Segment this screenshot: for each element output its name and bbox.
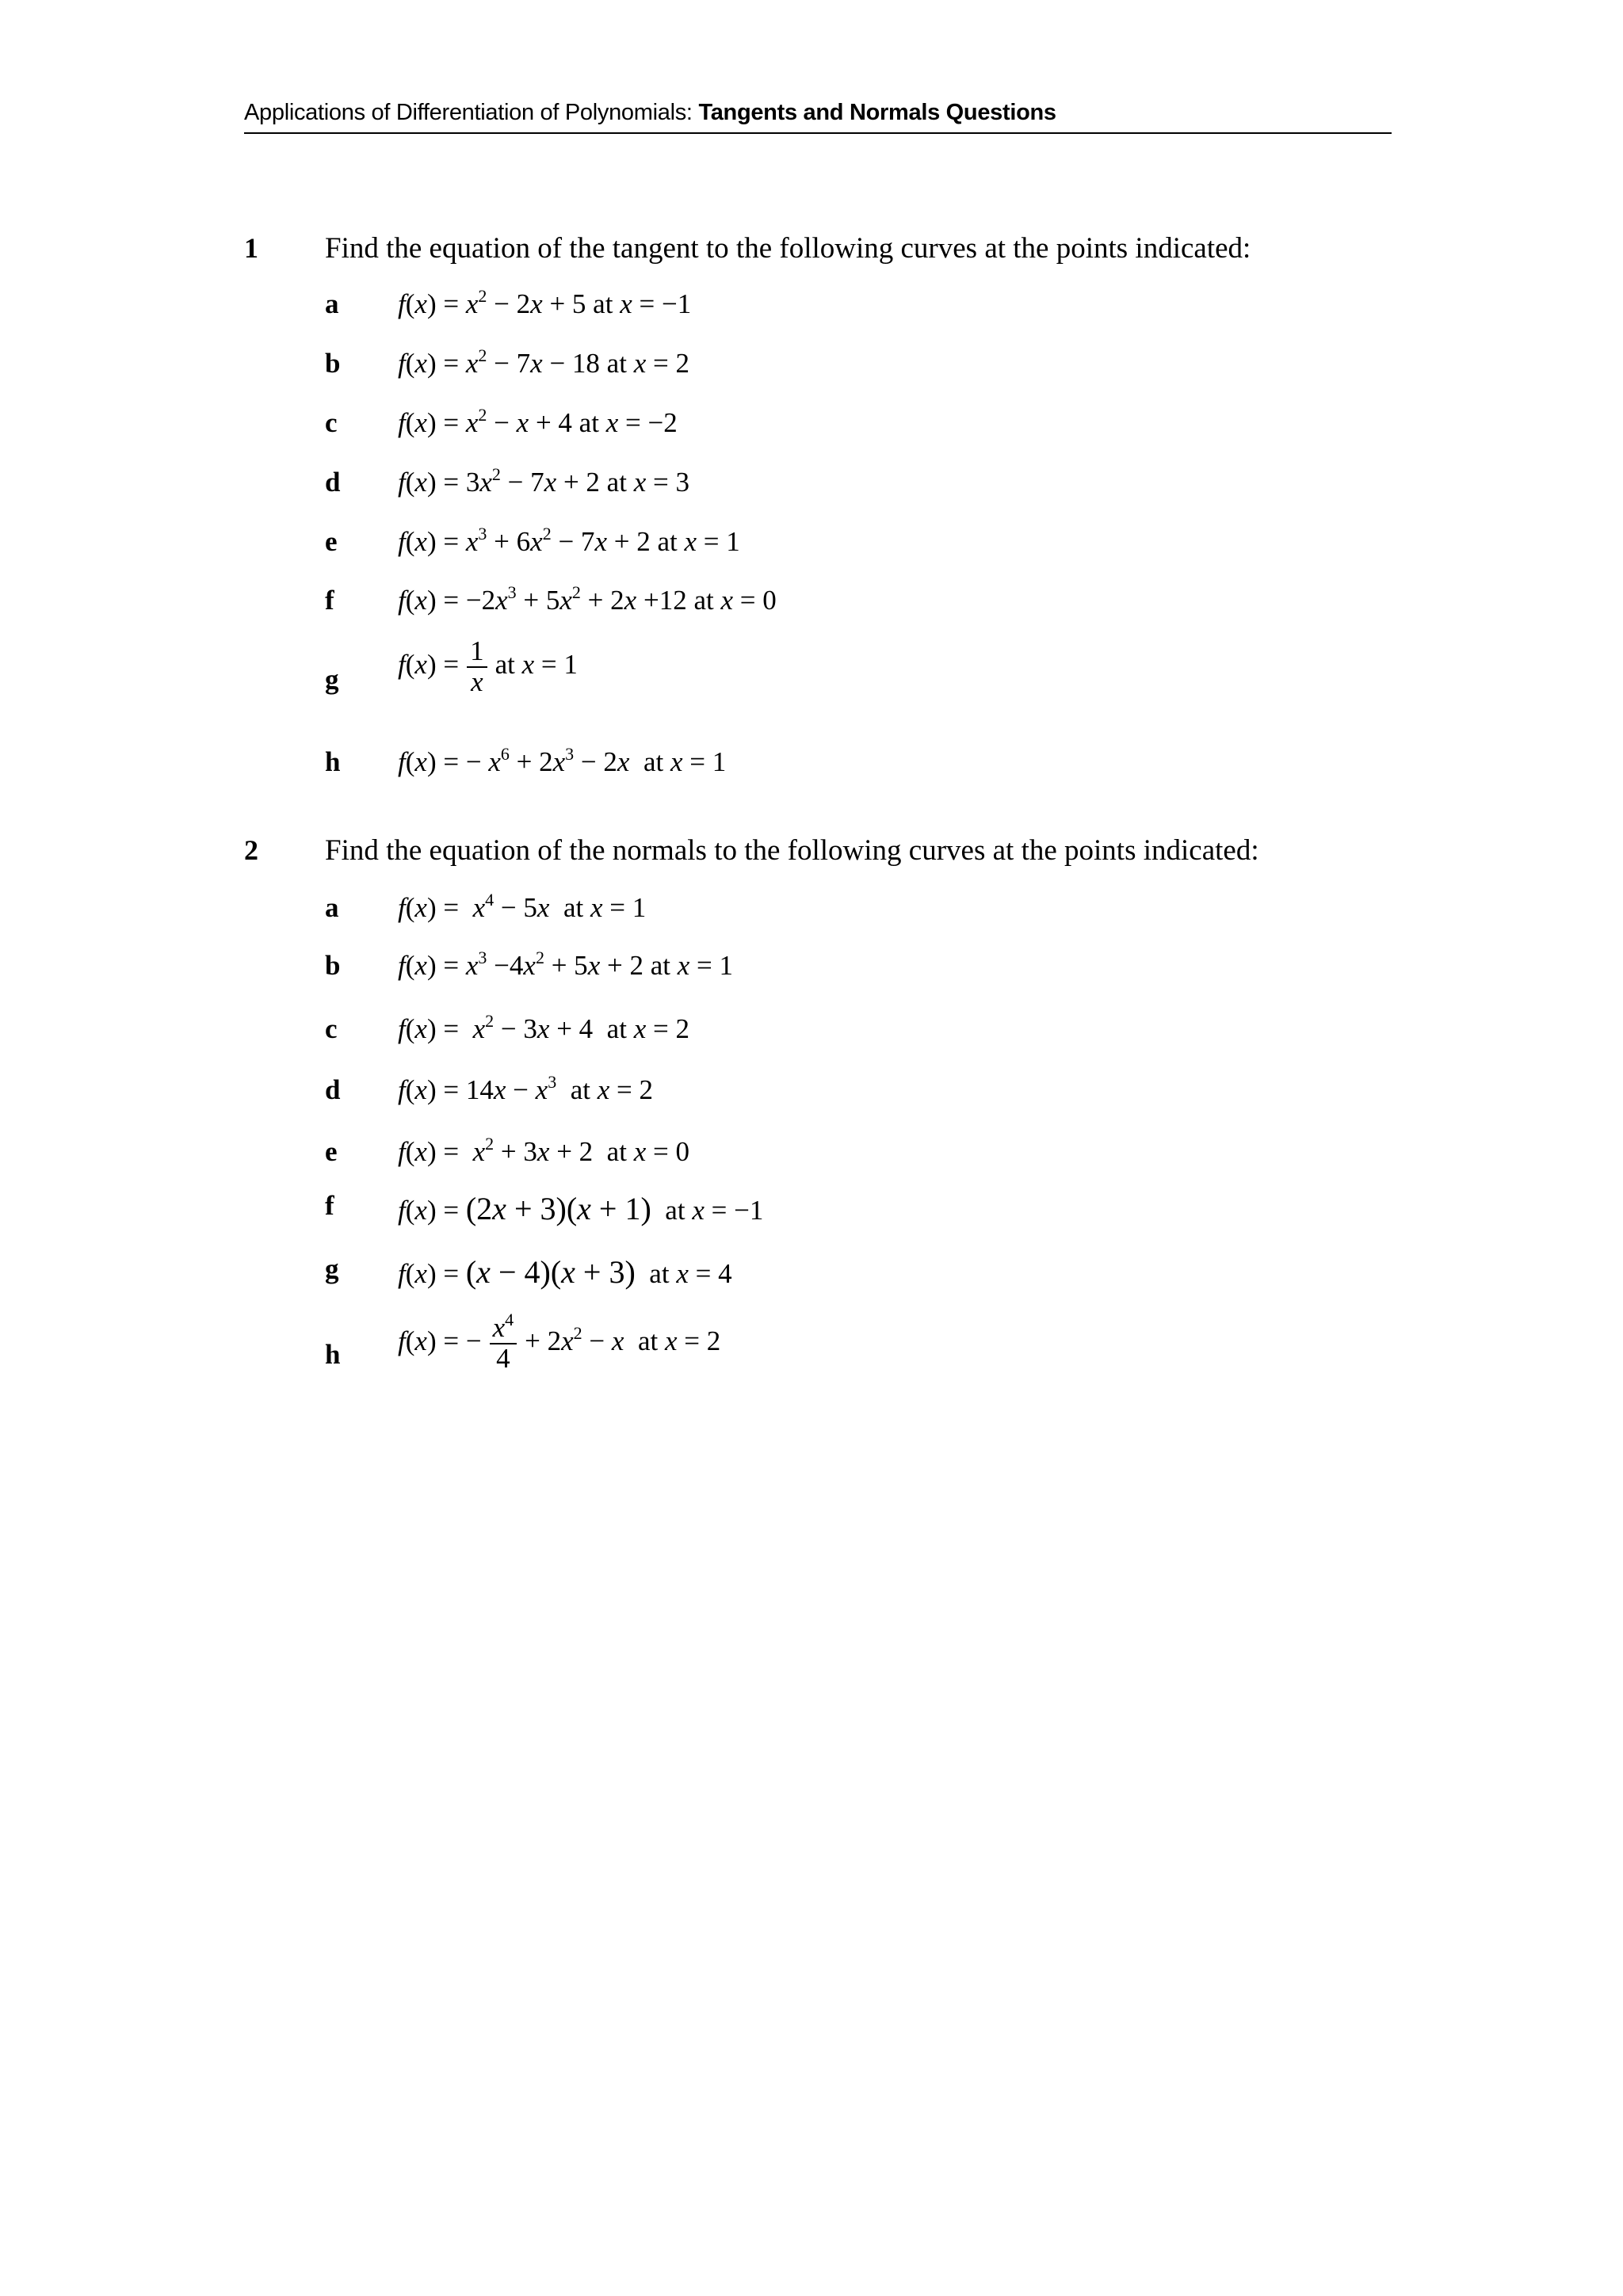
expression: f(x) = − $\frac{x^4}{4}$ + $2x^2 - x$ at x = 2 xyxy=(398,1310,721,1374)
part-label: a xyxy=(325,288,339,319)
q2-part-d xyxy=(325,1074,1355,1114)
question-number: 2 xyxy=(244,834,258,866)
q2-part-f xyxy=(325,1190,1355,1230)
expression: $f(x) = x^2 - 2x + 5$ at x = −1 xyxy=(398,286,692,319)
q2-part-e xyxy=(325,1136,1355,1176)
part-label: d xyxy=(325,1074,341,1105)
question-text: Find the equation of the tangent to the following curves at the points indicated: xyxy=(325,232,1251,265)
question-number: 1 xyxy=(244,232,258,264)
part-label: c xyxy=(325,1013,338,1044)
expression: $f(x) = x^2 - 7x - 18$ at x = 2 xyxy=(398,345,689,379)
part-label: b xyxy=(325,950,341,981)
expression: $f(x) = x^2 - 3x + 4$ at x = 2 xyxy=(398,1011,689,1044)
part-label: d xyxy=(325,467,341,498)
expression: $f(x) = 3x^2 - 7x + 2$ at x = 3 xyxy=(398,464,689,498)
q1-part-d xyxy=(325,464,1355,506)
q2-part-h xyxy=(325,1310,1355,1404)
part-label: c xyxy=(325,407,338,438)
expression: $f(x) = -2x^3 + 5x^2 + 2x +12$ at x = 0 xyxy=(398,582,777,616)
expression: f(x) = − $x^6 + 2x^3 - 2x$ at x = 1 xyxy=(398,744,727,777)
expression: $f(x) = x^3 + 6x^2 - 7x + 2$ at x = 1 xyxy=(398,524,740,557)
expression: f(x) = $\frac{1}{x}$ at x = 1 xyxy=(398,635,578,697)
part-label: g xyxy=(325,664,339,695)
part-label: f xyxy=(325,585,334,616)
q1-part-c xyxy=(325,407,1355,447)
header-prefix: Applications of Differentiation of Polynomials: xyxy=(244,100,699,125)
q2-part-g xyxy=(325,1253,1355,1293)
part-label: f xyxy=(325,1190,334,1221)
expression: f(x) = (2x + 3)(x + 1) at x = −1 xyxy=(398,1191,764,1226)
question-text: Find the equation of the normals to the following curves at the points indicated: xyxy=(325,834,1259,867)
q1-part-g xyxy=(325,637,1355,724)
fraction: $\frac{x^4}{4}$ xyxy=(490,1314,517,1374)
part-label: h xyxy=(325,1339,341,1370)
part-label: h xyxy=(325,746,341,777)
part-label: e xyxy=(325,1136,338,1167)
q2-part-c xyxy=(325,1013,1355,1053)
header-title: Tangents and Normals Questions xyxy=(698,100,1056,125)
q1-part-e xyxy=(325,526,1355,566)
expression: $f(x) = x^2 + 3x + 2$ at x = 0 xyxy=(398,1134,689,1167)
part-label: g xyxy=(325,1253,339,1284)
q1-part-f xyxy=(325,582,1355,624)
part-label: e xyxy=(325,526,338,557)
q1-part-h xyxy=(325,746,1355,786)
expression: $f(x) = x^3 -4x^2 + 5x + 2$ at x = 1 xyxy=(398,948,734,981)
page-header xyxy=(244,100,1392,134)
q1-part-b xyxy=(325,345,1355,387)
q2-part-a xyxy=(325,892,1355,932)
part-label: a xyxy=(325,892,339,923)
expression: $f(x) = x^4 - 5x$ at x = 1 xyxy=(398,890,647,923)
expression: $f(x) = 14x - x^3$ at x = 2 xyxy=(398,1072,653,1105)
expression: f(x) = (x − 4)(x + 3) at x = 4 xyxy=(398,1254,732,1290)
part-label: b xyxy=(325,348,341,379)
q1-part-a xyxy=(325,288,1355,328)
q2-part-b xyxy=(325,950,1355,990)
fraction: $\frac{1}{x}$ xyxy=(467,637,487,697)
expression: $f(x) = x^2 - x + 4$ at x = −2 xyxy=(398,405,678,438)
